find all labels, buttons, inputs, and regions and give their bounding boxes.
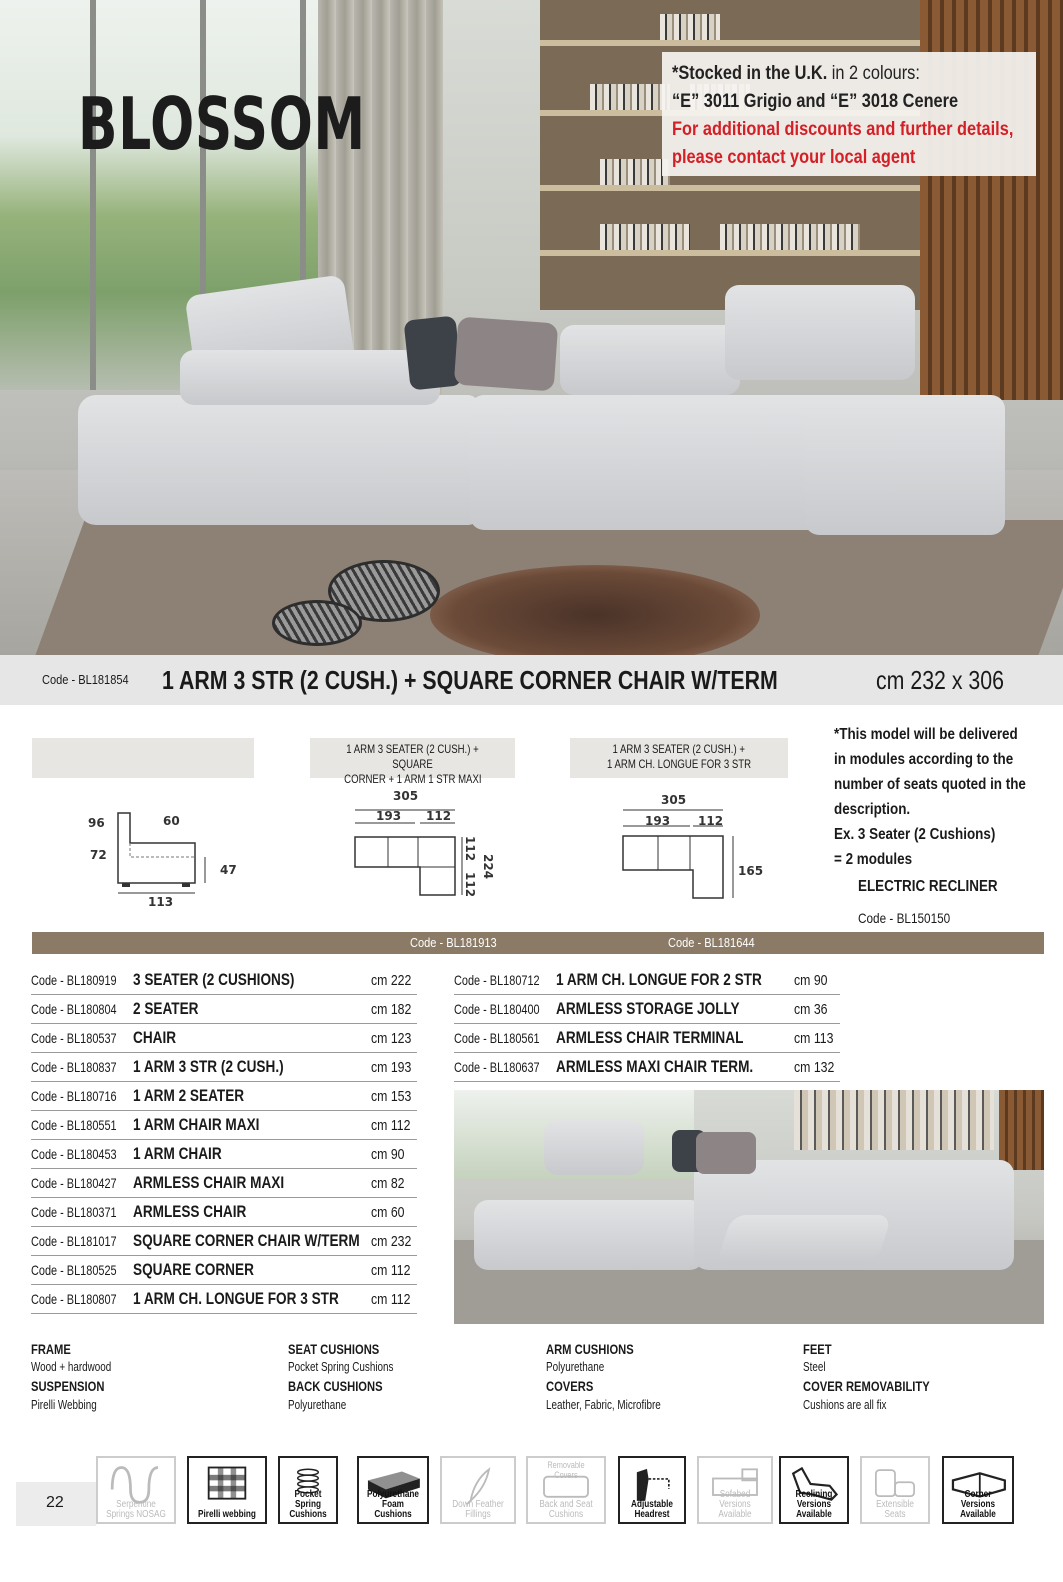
config1-v-total: 224 <box>481 854 495 880</box>
item-row <box>31 1024 417 1053</box>
config1-code: Code - BL181913 <box>410 935 497 950</box>
item-name: ARMLESS CHAIR TERMINAL <box>556 1028 744 1047</box>
item-size: cm 112 <box>371 1291 411 1308</box>
side-profile-diagram <box>100 805 220 895</box>
item-code: Code - BL180371 <box>31 1204 117 1220</box>
stock-line-1: *Stocked in the U.K. in 2 colours: <box>672 63 920 84</box>
spec-feet-label: FEET <box>803 1341 832 1357</box>
product-name: 1 ARM 3 STR (2 CUSH.) + SQUARE CORNER CHAIR W/TERM <box>162 665 778 695</box>
delivery-line: number of seats quoted in the <box>834 776 1026 793</box>
item-code: Code - BL180400 <box>454 1001 540 1017</box>
config-code-bar <box>32 932 1044 954</box>
config2-code: Code - BL181644 <box>668 935 755 950</box>
spec-cover-removability-value: Cushions are all fix <box>803 1397 887 1412</box>
spec-back-cushions-label: BACK CUSHIONS <box>288 1378 383 1394</box>
spec-arm-cushions-label: ARM CUSHIONS <box>546 1341 634 1357</box>
spec-covers-value: Leather, Fabric, Microfibre <box>546 1397 661 1412</box>
item-row <box>31 1053 417 1082</box>
dim-top-depth: 60 <box>163 814 180 828</box>
spec-frame-value: Wood + hardwood <box>31 1359 112 1374</box>
config2-seg1: 193 <box>645 814 671 828</box>
delivery-line: in modules according to the <box>834 751 1014 768</box>
feature-removable-covers <box>526 1456 606 1524</box>
dim-back-height: 96 <box>88 816 105 830</box>
item-name: 2 SEATER <box>133 999 199 1018</box>
feature-foam-cushion <box>357 1456 429 1524</box>
spec-cover-removability-label: COVER REMOVABILITY <box>803 1378 930 1394</box>
recliner-photo-headrest <box>544 1120 644 1175</box>
item-size: cm 90 <box>794 972 828 989</box>
feature-label: Extensible Seats <box>876 1499 914 1520</box>
config2-depth: 165 <box>738 864 764 878</box>
feature-sofabed <box>697 1456 773 1524</box>
sofa-arm-right <box>805 395 1005 535</box>
sofa-back-left <box>180 350 440 405</box>
recliner-photo-chaise <box>474 1200 704 1270</box>
product-code: Code - BL181854 <box>42 672 129 687</box>
config1-total: 305 <box>393 789 419 803</box>
spec-seat-cushions-value: Pocket Spring Cushions <box>288 1359 394 1374</box>
item-code: Code - BL181017 <box>31 1233 117 1249</box>
stock-notice <box>662 52 1036 176</box>
item-code: Code - BL180637 <box>454 1059 540 1075</box>
item-name: SQUARE CORNER <box>133 1260 254 1279</box>
cushion-taupe <box>454 317 558 392</box>
feature-corner-sofa <box>942 1456 1014 1524</box>
item-size: cm 90 <box>371 1146 405 1163</box>
item-code: Code - BL180716 <box>31 1088 117 1104</box>
item-size: cm 113 <box>794 1030 834 1047</box>
item-code: Code - BL180525 <box>31 1262 117 1278</box>
item-name: ARMLESS CHAIR <box>133 1202 247 1221</box>
feature-label: Polyurethane Foam Cushions <box>367 1489 419 1520</box>
item-code: Code - BL180537 <box>31 1030 117 1046</box>
config1-seg1: 193 <box>376 809 402 823</box>
feature-top-label: Removable Covers <box>547 1460 585 1480</box>
feature-adjustable-headrest <box>618 1456 686 1524</box>
delivery-line: description. <box>834 801 911 818</box>
item-row <box>31 1198 417 1227</box>
feature-label: Down Feather Fillings <box>452 1499 504 1520</box>
recliner-title: ELECTRIC RECLINER <box>858 878 998 895</box>
item-size: cm 222 <box>371 972 412 989</box>
item-row <box>454 1024 840 1053</box>
item-row <box>31 1111 417 1140</box>
coffee-table <box>430 565 760 655</box>
item-code: Code - BL180551 <box>31 1117 117 1133</box>
feature-label: Serpentine Springs NOSAG <box>106 1499 166 1520</box>
item-size: cm 60 <box>371 1204 405 1221</box>
item-code: Code - BL180453 <box>31 1146 117 1162</box>
config1-label: 1 ARM 3 SEATER (2 CUSH.) + SQUARE CORNER + 1 ARM 1 STR MAXI <box>310 738 515 778</box>
stock-line-4: please contact your local agent <box>672 147 916 168</box>
item-row <box>31 1082 417 1111</box>
item-row <box>454 995 840 1024</box>
dim-arm-height: 47 <box>220 863 237 877</box>
spec-arm-cushions-value: Polyurethane <box>546 1359 605 1374</box>
item-row <box>31 995 417 1024</box>
feature-label: Reclining Versions Available <box>795 1489 833 1520</box>
item-size: cm 232 <box>371 1233 412 1250</box>
config1-v2: 112 <box>463 872 477 898</box>
item-row <box>31 1169 417 1198</box>
item-row <box>31 966 417 995</box>
item-code: Code - BL180837 <box>31 1059 117 1075</box>
delivery-note <box>834 722 1046 872</box>
feature-pirelli-webbing <box>187 1456 267 1524</box>
spec-suspension-label: SUSPENSION <box>31 1378 105 1394</box>
stock-line-3: For additional discounts and further details, <box>672 119 1014 140</box>
feature-extensible-seat <box>860 1456 930 1524</box>
item-size: cm 153 <box>371 1088 412 1105</box>
recliner-photo <box>454 1090 1044 1324</box>
item-name: 1 ARM CHAIR <box>133 1144 222 1163</box>
config2-label: 1 ARM 3 SEATER (2 CUSH.) + 1 ARM CH. LONGUE FOR 3 STR <box>570 738 788 778</box>
item-row <box>31 1227 417 1256</box>
dim-seat-height: 72 <box>90 848 107 862</box>
item-code: Code - BL180561 <box>454 1030 540 1046</box>
spec-seat-cushions-label: SEAT CUSHIONS <box>288 1341 380 1357</box>
item-size: cm 132 <box>794 1059 835 1076</box>
item-name: 1 ARM 2 SEATER <box>133 1086 245 1105</box>
config2-seg2: 112 <box>698 814 724 828</box>
item-code: Code - BL180807 <box>31 1291 117 1307</box>
item-size: cm 112 <box>371 1117 411 1134</box>
stock-line-2: “E” 3011 Grigio and “E” 3018 Cenere <box>672 91 959 112</box>
pirelli-webbing-icon <box>189 1462 265 1506</box>
sofa-back-mid <box>560 325 740 395</box>
hero-photo <box>0 0 1063 655</box>
sofa-chaise <box>78 395 478 525</box>
item-size: cm 82 <box>371 1175 405 1192</box>
spec-covers-label: COVERS <box>546 1378 594 1394</box>
item-size: cm 112 <box>371 1262 411 1279</box>
feature-label: Sofabed Versions Available <box>718 1489 752 1520</box>
item-name: 1 ARM CH. LONGUE FOR 2 STR <box>556 970 762 989</box>
spec-suspension-value: Pirelli Webbing <box>31 1397 97 1412</box>
item-row <box>454 966 840 995</box>
delivery-line: *This model will be delivered <box>834 726 1018 743</box>
item-size: cm 193 <box>371 1059 412 1076</box>
item-name: SQUARE CORNER CHAIR W/TERM <box>133 1231 360 1250</box>
feature-label: Pirelli webbing <box>198 1509 256 1520</box>
item-name: 1 ARM CH. LONGUE FOR 3 STR <box>133 1289 339 1308</box>
item-size: cm 182 <box>371 1001 412 1018</box>
feature-label: Back and Seat Cushions <box>539 1499 593 1520</box>
item-row <box>31 1256 417 1285</box>
item-name: CHAIR <box>133 1028 177 1047</box>
page-number: 22 <box>46 1494 64 1511</box>
item-name: ARMLESS CHAIR MAXI <box>133 1173 285 1192</box>
item-name: 1 ARM CHAIR MAXI <box>133 1115 260 1134</box>
config2-diagram <box>618 808 768 903</box>
product-header <box>0 655 1063 705</box>
product-size: cm 232 x 306 <box>876 665 1004 695</box>
item-name: 1 ARM 3 STR (2 CUSH.) <box>133 1057 284 1076</box>
cushion-dark <box>403 315 462 390</box>
item-name: ARMLESS MAXI CHAIR TERM. <box>556 1057 754 1076</box>
item-row <box>31 1140 417 1169</box>
feature-recliner <box>779 1456 849 1524</box>
dim-depth: 113 <box>148 895 174 909</box>
item-size: cm 123 <box>371 1030 412 1047</box>
item-code: Code - BL180919 <box>31 972 117 988</box>
item-row <box>31 1285 417 1314</box>
config1-seg2: 112 <box>426 809 452 823</box>
feature-feather <box>440 1456 516 1524</box>
config1-diagram <box>350 805 500 910</box>
config1-v1: 112 <box>463 836 477 862</box>
spec-frame-label: FRAME <box>31 1341 71 1357</box>
feature-label: Corner Versions Available <box>960 1489 996 1520</box>
item-name: 3 SEATER (2 CUSHIONS) <box>133 970 295 989</box>
item-code: Code - BL180712 <box>454 972 540 988</box>
recliner-code: Code - BL150150 <box>858 910 951 926</box>
item-name: ARMLESS STORAGE JOLLY <box>556 999 740 1018</box>
item-code: Code - BL180427 <box>31 1175 117 1191</box>
item-row <box>454 1053 840 1082</box>
wire-bowl-small <box>272 600 362 646</box>
feature-label: Adjustable Headrest <box>631 1499 673 1520</box>
feature-pocket-spring <box>278 1456 338 1524</box>
feature-label: Pocket Spring Cushions <box>289 1489 327 1520</box>
delivery-line: Ex. 3 Seater (2 Cushions) <box>834 826 996 843</box>
spec-feet-value: Steel <box>803 1359 826 1374</box>
delivery-line: = 2 modules <box>834 851 913 868</box>
item-size: cm 36 <box>794 1001 828 1018</box>
recliner-photo-footrest <box>716 1215 892 1265</box>
item-code: Code - BL180804 <box>31 1001 117 1017</box>
brand-title: BLOSSOM <box>78 82 366 166</box>
sofa-headrest-right <box>725 285 915 380</box>
blank-label-chip <box>32 738 254 778</box>
config2-total: 305 <box>661 793 687 807</box>
spec-back-cushions-value: Polyurethane <box>288 1397 347 1412</box>
feature-serpentine-springs <box>96 1456 176 1524</box>
